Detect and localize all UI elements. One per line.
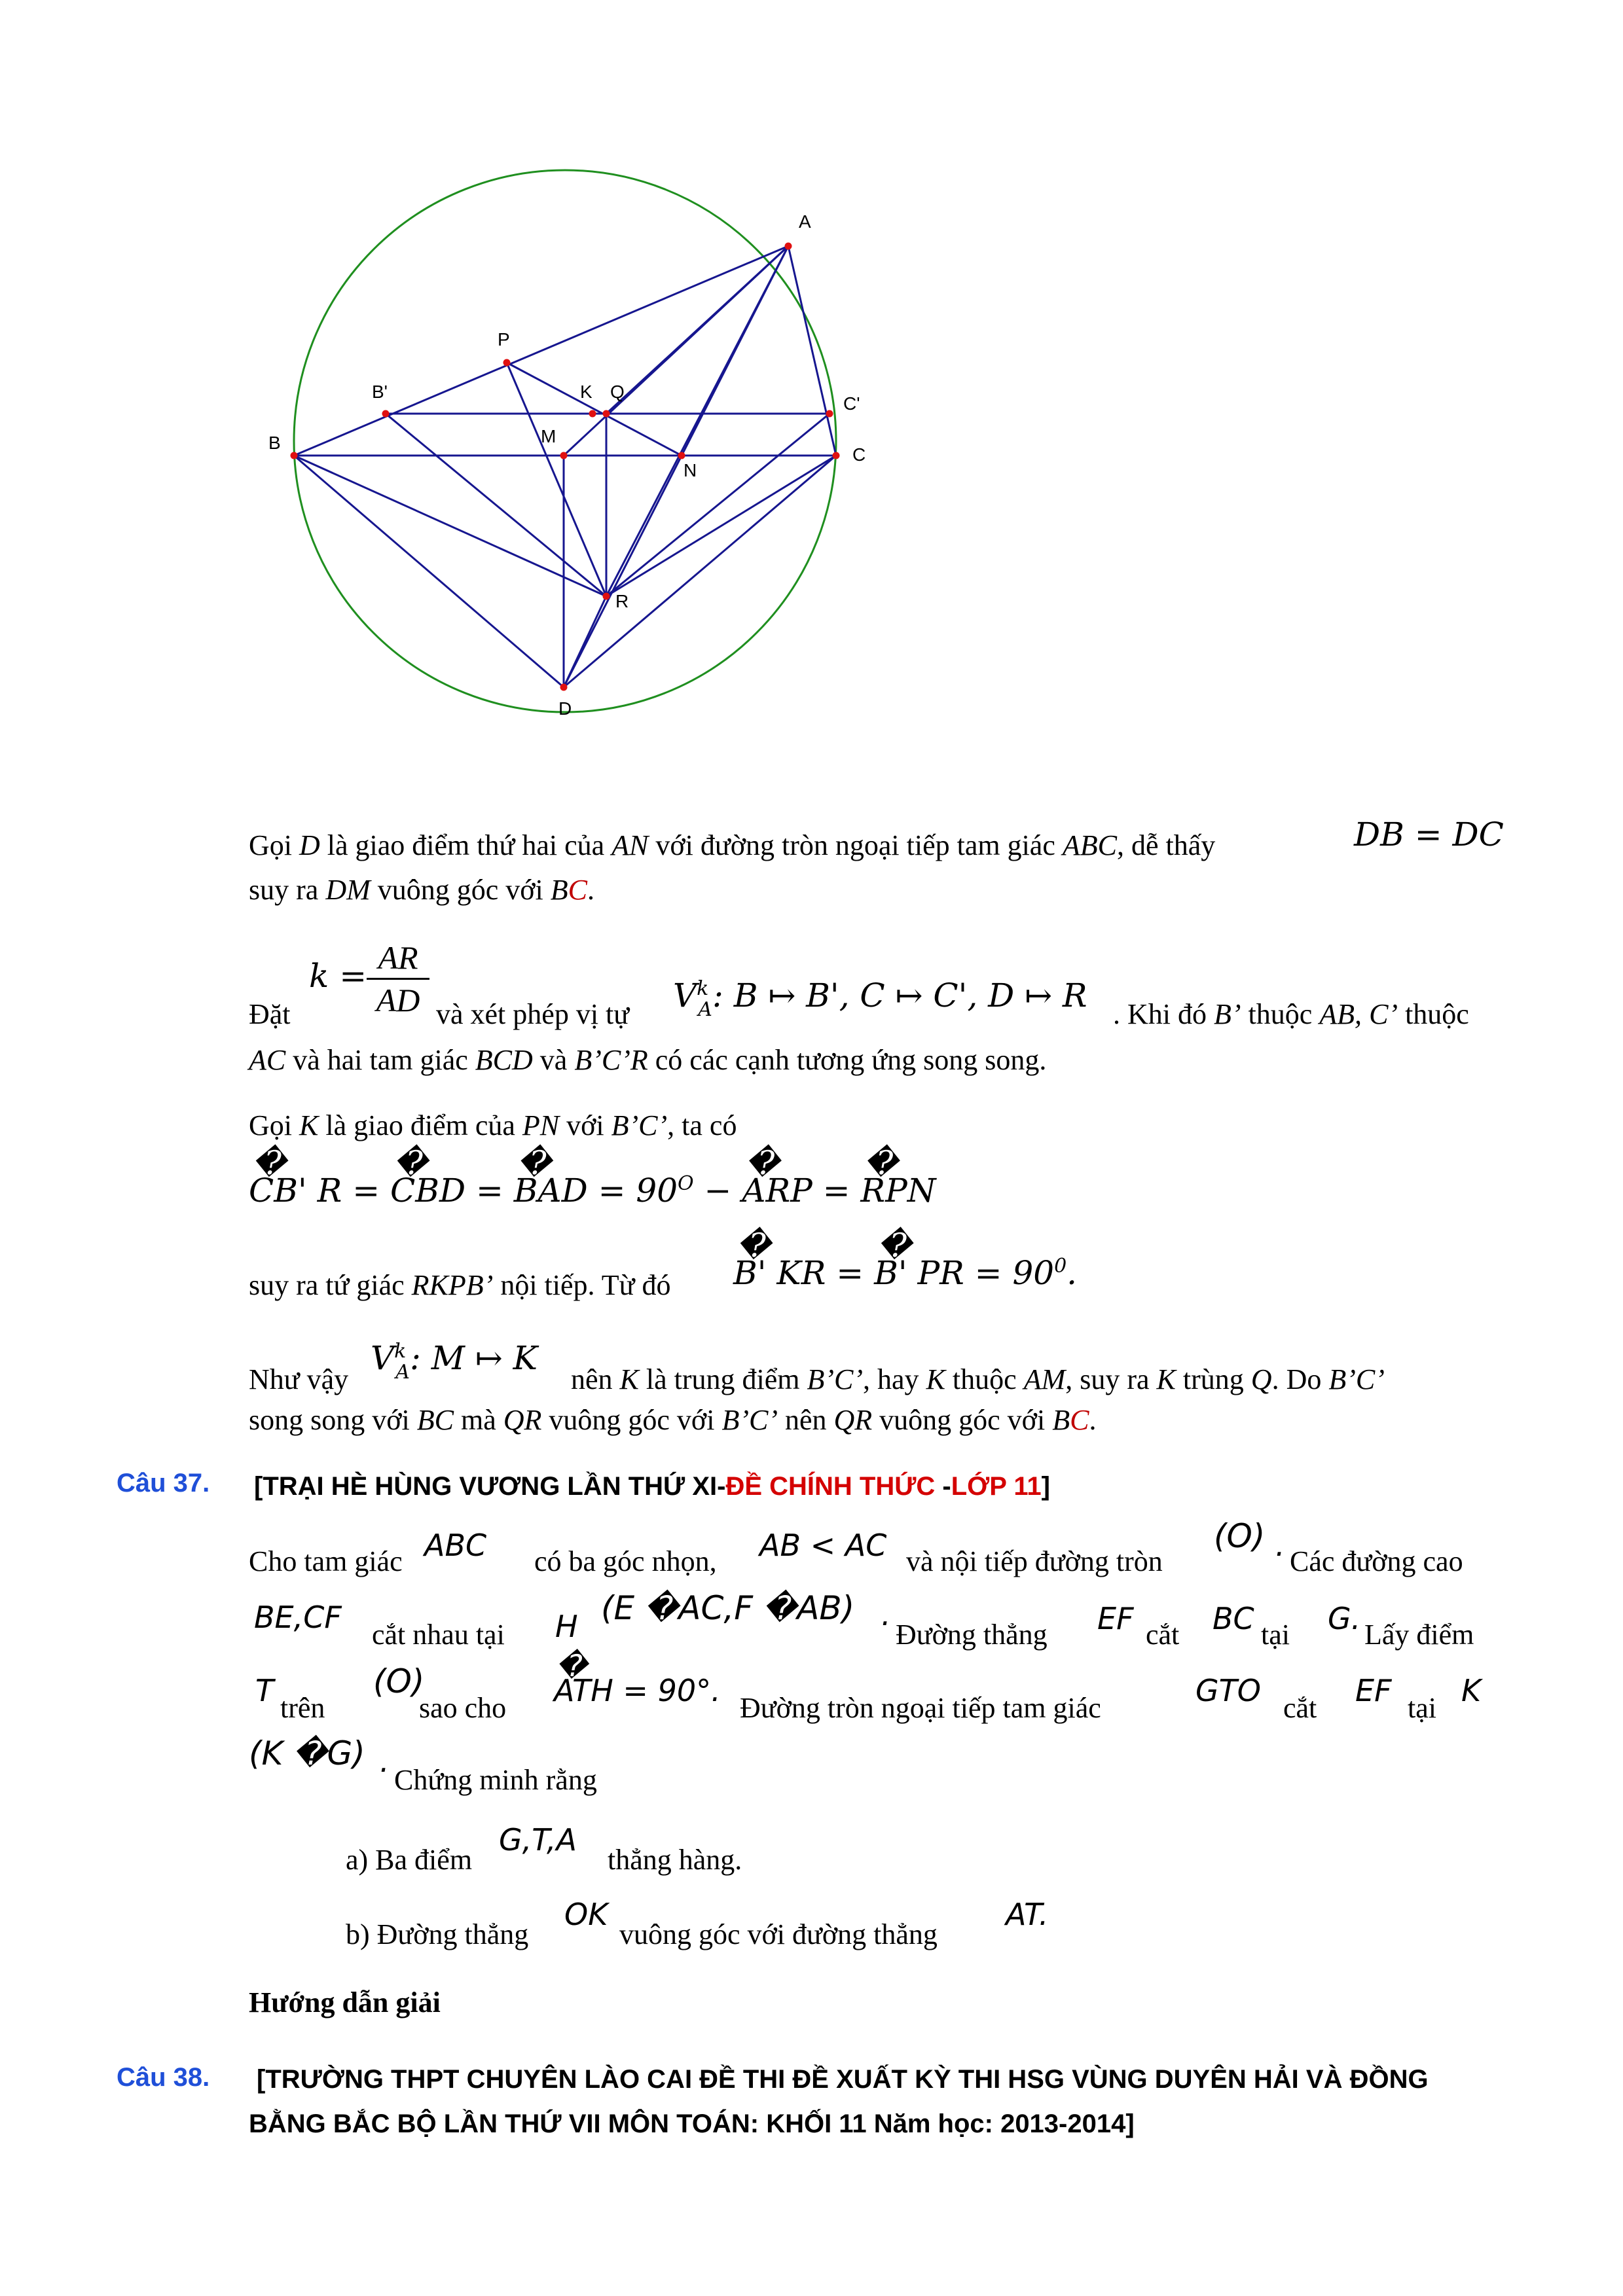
point-Q (603, 410, 610, 418)
label-D: D (558, 698, 572, 719)
c37-b-mid: vuông góc với đường thẳng (619, 1918, 938, 1950)
c37-dot1: . (1275, 1528, 1285, 1563)
c37-g: G. (1328, 1601, 1361, 1636)
c37-a-label: a) Ba điểm (346, 1844, 473, 1876)
c37-circle-o: (O) (1214, 1517, 1266, 1555)
label-N: N (684, 460, 697, 480)
c37-l3c: Đường tròn ngoại tiếp tam giác (740, 1692, 1101, 1724)
c37-a-tail: thẳng hàng. (608, 1844, 742, 1876)
label-Q: Q (610, 382, 625, 402)
c37-l1d: Các đường cao (1290, 1545, 1463, 1577)
segment-B-D (294, 456, 564, 687)
segment-R-Cp (606, 414, 830, 596)
k-equals: k = (309, 957, 367, 995)
c37-ath: � ATH = 90°. (554, 1648, 721, 1708)
para5-line1: nên K là trung điểm B’C’, hay K thuộc AM, suy ra K trùng Q. Do B’C’ (571, 1363, 1385, 1395)
c37-b-ok: OK (564, 1897, 608, 1932)
label-K: K (580, 382, 593, 402)
c37-l2c: cắt (1146, 1619, 1180, 1651)
segment-Bp-R (386, 414, 606, 596)
c37-b-at: AT. (1006, 1897, 1049, 1932)
c37-paren-efab: (E �AC,F �AB) (601, 1589, 855, 1627)
figure-points (291, 243, 840, 691)
c37-circle-o-2: (O) (373, 1662, 425, 1700)
c37-l4a: Chứng minh rằng (394, 1764, 597, 1796)
label-M: M (541, 426, 556, 446)
para2-tail: . Khi đó B’ thuộc AB, C’ thuộc (1113, 998, 1469, 1030)
point-P (503, 359, 511, 367)
angle-equation-2: � B' KR = � B' PR = $90^0$. (733, 1227, 1078, 1292)
segment-P-N (507, 363, 682, 456)
c37-t: T (255, 1673, 274, 1708)
c37-k: K (1461, 1673, 1482, 1708)
label-C: C (852, 444, 866, 465)
para3: Gọi K là giao điểm của PN với B’C’, ta có (249, 1109, 737, 1141)
label-P: P (498, 329, 510, 350)
label-A: A (799, 211, 811, 232)
c37-a-points: G,T,A (499, 1822, 577, 1857)
frac-num: AR (378, 939, 418, 976)
segment-B-A (294, 246, 788, 456)
huong-dan-giai: Hướng dẫn giải (249, 1986, 441, 2018)
c37-gto: GTO (1195, 1673, 1261, 1708)
circumcircle (294, 170, 836, 712)
cau-38-line2: BẰNG BẮC BỘ LẦN THỨ VII MÔN TOÁN: KHỐI 11 Năm học: 2013-2014] (249, 2109, 1135, 2138)
c37-be-cf: BE,CF (254, 1600, 342, 1635)
point-B (291, 452, 298, 459)
label-B: B (268, 433, 281, 453)
point-C (833, 452, 840, 459)
homothety-map: $V^k_A$: B ↦ B', C ↦ C', D ↦ R (673, 977, 1087, 1021)
cau-38-label: Câu 38. (117, 2063, 210, 2092)
figure-lines (294, 170, 836, 712)
c37-abc: ABC (424, 1528, 487, 1563)
homothety-map-2: $V^k_A$: M ↦ K (371, 1339, 538, 1384)
c37-l1b: có ba góc nhọn, (534, 1545, 717, 1577)
segment-A-Q (606, 246, 788, 414)
label-Cp: C' (843, 393, 860, 414)
segment-A-C (788, 246, 836, 456)
segment-B-R (294, 456, 606, 596)
cau-38-line1: [TRƯỜNG THPT CHUYÊN LÀO CAI ĐỀ THI ĐỀ XUẤT KỲ THI HSG VÙNG DUYÊN HẢI VÀ ĐỒNG (257, 2065, 1429, 2094)
para4: suy ra tứ giác RKPB’ nội tiếp. Từ đó (249, 1269, 671, 1301)
geometry-figure (249, 118, 877, 746)
figure-labels (268, 211, 866, 719)
c37-dot2: . (881, 1597, 891, 1632)
c37-l2b: Đường thẳng (896, 1619, 1048, 1651)
point-A (785, 243, 792, 250)
para2-line1: Đặt (249, 998, 291, 1030)
c37-l2e: Lấy điểm (1364, 1619, 1474, 1651)
segment-A-R (606, 246, 788, 596)
c37-l1a: Cho tam giác (249, 1545, 403, 1577)
c37-l3b: sao cho (419, 1692, 507, 1724)
angle-equation: � CB' R = � CBD = � BAD = $90^O$ − � ARP = � RPN (249, 1144, 936, 1210)
fraction-ar-ad (367, 937, 429, 1020)
segment-R-D (564, 596, 606, 687)
point-Cp (826, 410, 833, 418)
c37-bc: BC (1213, 1601, 1254, 1636)
point-M (560, 452, 568, 459)
c37-dot4: . (380, 1744, 390, 1779)
para2-line2: AC và hai tam giác BCD và B’C’R có các cạnh tương ứng song song. (249, 1044, 1047, 1076)
point-Bp (382, 410, 390, 418)
c37-l3d: cắt (1283, 1692, 1317, 1724)
c37-l2a: cắt nhau tại (372, 1619, 505, 1651)
segment-D-C (564, 456, 836, 687)
cau-37-source: [TRẠI HÈ HÙNG VƯƠNG LẦN THỨ XI-ĐỀ CHÍNH THỨC -LỚP 11] (254, 1472, 1050, 1501)
c37-ineq: AB < AC (759, 1528, 887, 1563)
point-D (560, 684, 568, 691)
c37-h: H (555, 1609, 578, 1644)
c37-b-label: b) Đường thẳng (346, 1918, 529, 1950)
c37-l3e: tại (1408, 1692, 1436, 1724)
para5-line2: song song với BC mà QR vuông góc với B’C’ nên QR vuông góc với BC. (249, 1404, 1097, 1436)
c37-ef-2: EF (1355, 1673, 1392, 1708)
frac-den: AD (376, 982, 420, 1018)
c37-l2d: tại (1261, 1619, 1290, 1651)
para1-line1: Gọi D là giao điểm thứ hai của AN với đường tròn ngoại tiếp tam giác ABC, dễ thấy (249, 829, 1216, 861)
point-N (678, 452, 685, 459)
cau-37-label: Câu 37. (117, 1469, 210, 1498)
c37-l3a: trên (280, 1692, 325, 1724)
c37-paren-kg: (K �G) (249, 1734, 365, 1772)
c37-l1c: và nội tiếp đường tròn (906, 1545, 1163, 1577)
point-K (589, 410, 596, 418)
para5-nhu-vay: Như vậy (249, 1363, 349, 1395)
para2-xet: và xét phép vị tự (436, 998, 630, 1030)
c37-ef: EF (1097, 1601, 1134, 1636)
label-R: R (615, 591, 629, 611)
point-R (603, 593, 610, 600)
label-Bp: B' (372, 382, 388, 402)
eq-db-dc: DB = DC (1354, 816, 1504, 853)
para1-line2: suy ra DM vuông góc với BC. (249, 874, 595, 906)
